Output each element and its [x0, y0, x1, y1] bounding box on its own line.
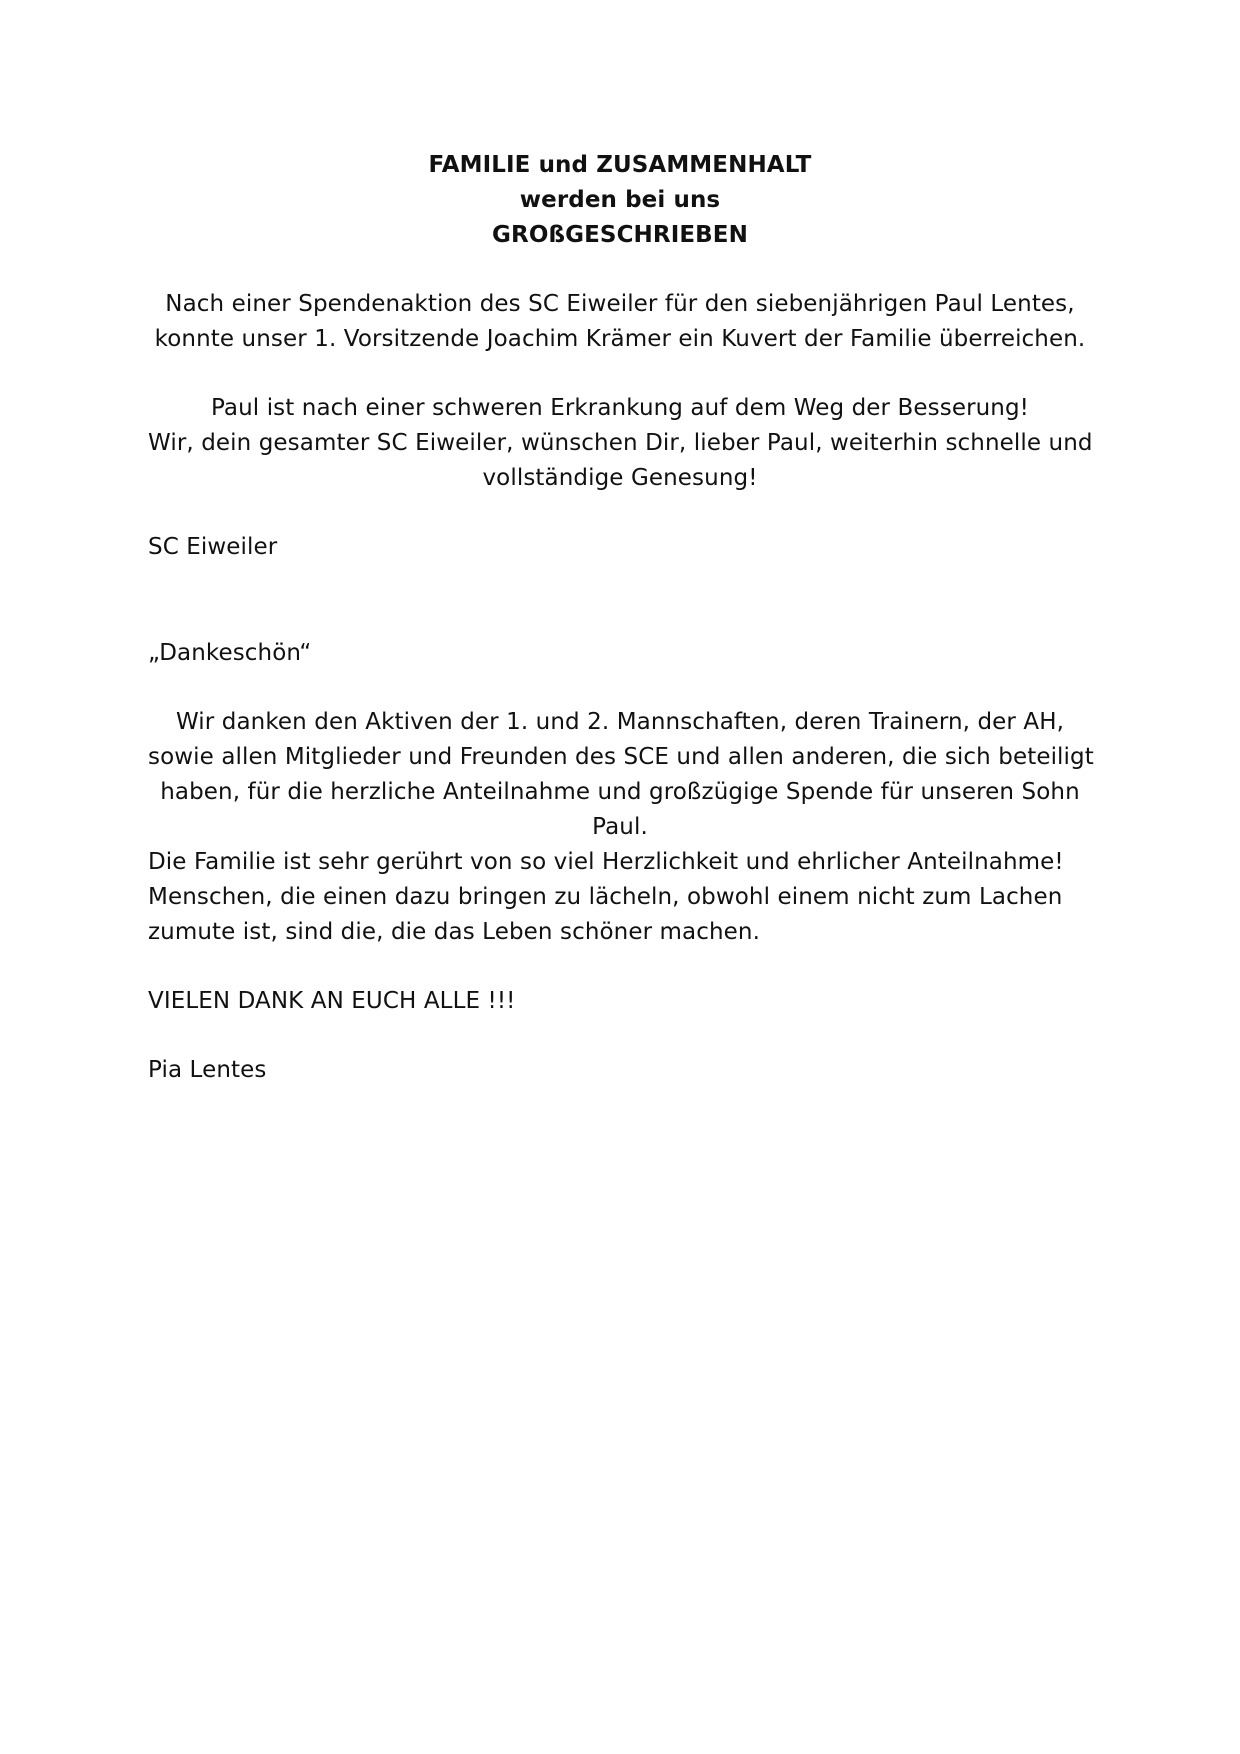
thanks-left-line-3: zumute ist, sind die, die das Leben schöner machen. [148, 919, 761, 945]
intro-paragraph [148, 287, 1092, 357]
title-line-2: werden bei uns [519, 187, 721, 213]
thanks-centered-paragraph [148, 705, 1092, 845]
thanks-centered-line-1: Wir danken den Aktiven der 1. und 2. Mannschaften, deren Trainern, der AH, [175, 709, 1065, 735]
wishes-line-2: Wir, dein gesamter SC Eiweiler, wünschen Dir, lieber Paul, weiterhin schnelle und [148, 430, 1093, 456]
title-line-1: FAMILIE und ZUSAMMENHALT [428, 152, 812, 178]
thanks-centered-line-2: sowie allen Mitglieder und Freunden des SCE und allen anderen, die sich beteiligt [148, 744, 1094, 770]
title-line-3: GROßGESCHRIEBEN [492, 222, 748, 248]
document-body [148, 148, 1092, 1088]
closing-line: VIELEN DANK AN EUCH ALLE !!! [148, 988, 516, 1014]
document-title [148, 148, 1092, 253]
thanks-heading: „Dankeschön“ [148, 640, 312, 666]
wishes-line-1: Paul ist nach einer schweren Erkrankung auf dem Weg der Besserung! [210, 395, 1029, 421]
intro-line-2: konnte unser 1. Vorsitzende Joachim Krämer ein Kuvert der Familie überreichen. [154, 326, 1086, 352]
thanks-left-line-1: Die Familie ist sehr gerührt von so viel Herzlichkeit und ehrlicher Anteilnahme! [148, 849, 1064, 875]
wishes-paragraph [148, 391, 1092, 496]
signature: Pia Lentes [148, 1057, 267, 1083]
thanks-left-line-2: Menschen, die einen dazu bringen zu lächeln, obwohl einem nicht zum Lachen [148, 884, 1063, 910]
club-signature: SC Eiweiler [148, 534, 278, 560]
thanks-centered-line-3: haben, für die herzliche Anteilnahme und großzügige Spende für unseren Sohn [160, 779, 1080, 805]
thanks-left-paragraph [148, 845, 1092, 950]
wishes-line-3: vollständige Genesung! [482, 465, 758, 491]
thanks-centered-line-4: Paul. [592, 814, 648, 840]
intro-line-1: Nach einer Spendenaktion des SC Eiweiler für den siebenjährigen Paul Lentes, [165, 291, 1075, 317]
